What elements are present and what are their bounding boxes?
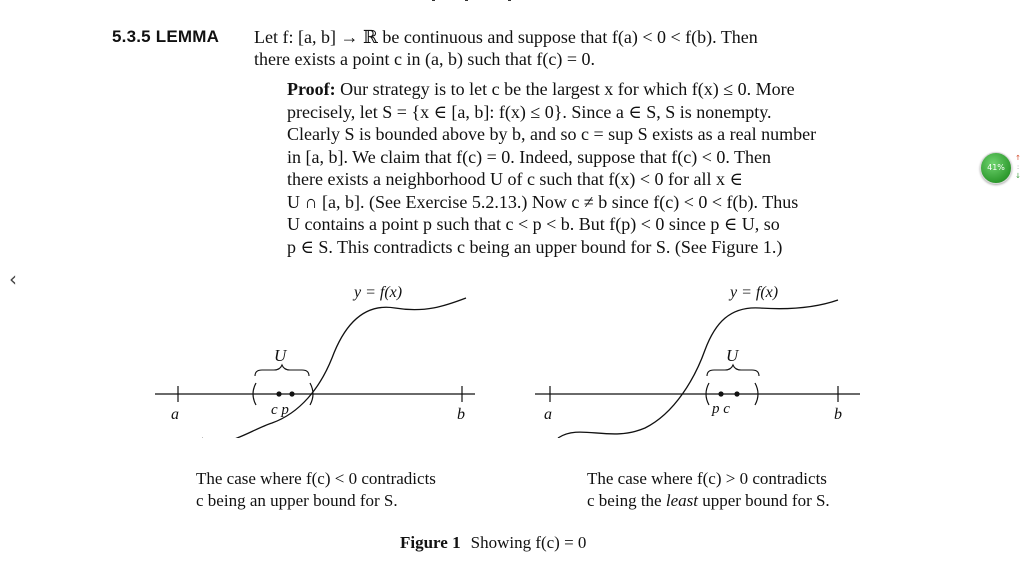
b-label: b <box>457 406 465 423</box>
caption-line: The case where f(c) < 0 contradicts <box>196 469 436 488</box>
arrow-up-icon: ↑ <box>1015 154 1021 162</box>
proof-label: Proof: <box>287 79 336 99</box>
proof-line: there exists a neighborhood U of c such that f(x) < 0 for all x ∈ <box>287 169 743 189</box>
curve-label: y = f(x) <box>354 284 403 301</box>
figure-number: Figure 1 <box>400 533 461 552</box>
curve-label: y = f(x) <box>730 284 779 301</box>
b-label: b <box>834 406 842 423</box>
proof-line: Proof: Our strategy is to let c be the largest x for which f(x) ≤ 0. More <box>287 79 795 99</box>
right-diagram <box>535 284 860 438</box>
point-p <box>289 391 294 396</box>
proof-line: p ∈ S. This contradicts c being an upper bound for S. (See Figure 1.) <box>287 236 783 257</box>
arrow-down-icon: ↓ <box>1015 172 1021 180</box>
progress-badge[interactable]: 41% <box>980 152 1012 184</box>
figure-title-text: Showing f(c) = 0 <box>470 533 587 552</box>
function-curve <box>202 298 466 438</box>
proof-line: U ∩ [a, b]. (See Exercise 5.2.13.) Now c ≠ b since f(c) < 0 < f(b). Thus <box>287 191 799 212</box>
U-label: U <box>274 346 287 365</box>
proof-line: precisely, let S = {x ∈ [a, b]: f(x) ≤ 0}. Since a ∈ S, S is nonempty. <box>287 101 772 122</box>
U-brace <box>255 365 309 376</box>
chevron-left-icon[interactable]: ‹ <box>9 267 17 291</box>
lemma-number: 5.3.5 LEMMA <box>112 27 220 46</box>
figure-1-diagrams <box>150 278 870 438</box>
U-brace <box>707 365 759 376</box>
point-c <box>734 391 739 396</box>
left-diagram <box>155 284 475 438</box>
caption-line: c being the least upper bound for S. <box>587 491 830 510</box>
a-label: a <box>544 406 552 423</box>
progress-widget <box>980 152 1024 184</box>
separator-dots: : <box>1016 163 1020 171</box>
caption-right <box>587 468 887 512</box>
proof-line: U contains a point p such that c < p < b. But f(p) < 0 since p ∈ U, so <box>287 214 780 234</box>
cropped-text-fragment <box>430 0 520 2</box>
caption-line: c being an upper bound for S. <box>196 491 398 510</box>
lemma-statement <box>254 26 860 70</box>
c-p-label: c p <box>271 402 289 418</box>
emphasis-least: least <box>665 491 698 510</box>
point-c <box>276 391 281 396</box>
caption-line: The case where f(c) > 0 contradicts <box>587 469 827 488</box>
U-label: U <box>726 346 739 365</box>
figure-title <box>400 533 586 553</box>
point-p <box>718 391 723 396</box>
arrows-indicator <box>1013 154 1023 180</box>
p-c-label: p c <box>712 401 730 417</box>
a-label: a <box>171 406 179 423</box>
function-curve <box>558 300 838 438</box>
caption-left <box>196 468 496 512</box>
proof-line: Clearly S is bounded above by b, and so c = sup S exists as a real number <box>287 124 817 144</box>
statement-line: Let f: [a, b] → ℝ be continuous and suppose that f(a) < 0 < f(b). Then <box>254 27 758 47</box>
proof-paragraph <box>287 78 860 258</box>
proof-line: in [a, b]. We claim that f(c) = 0. Indeed, suppose that f(c) < 0. Then <box>287 146 772 167</box>
statement-line: there exists a point c in (a, b) such that f(c) = 0. <box>254 49 596 69</box>
